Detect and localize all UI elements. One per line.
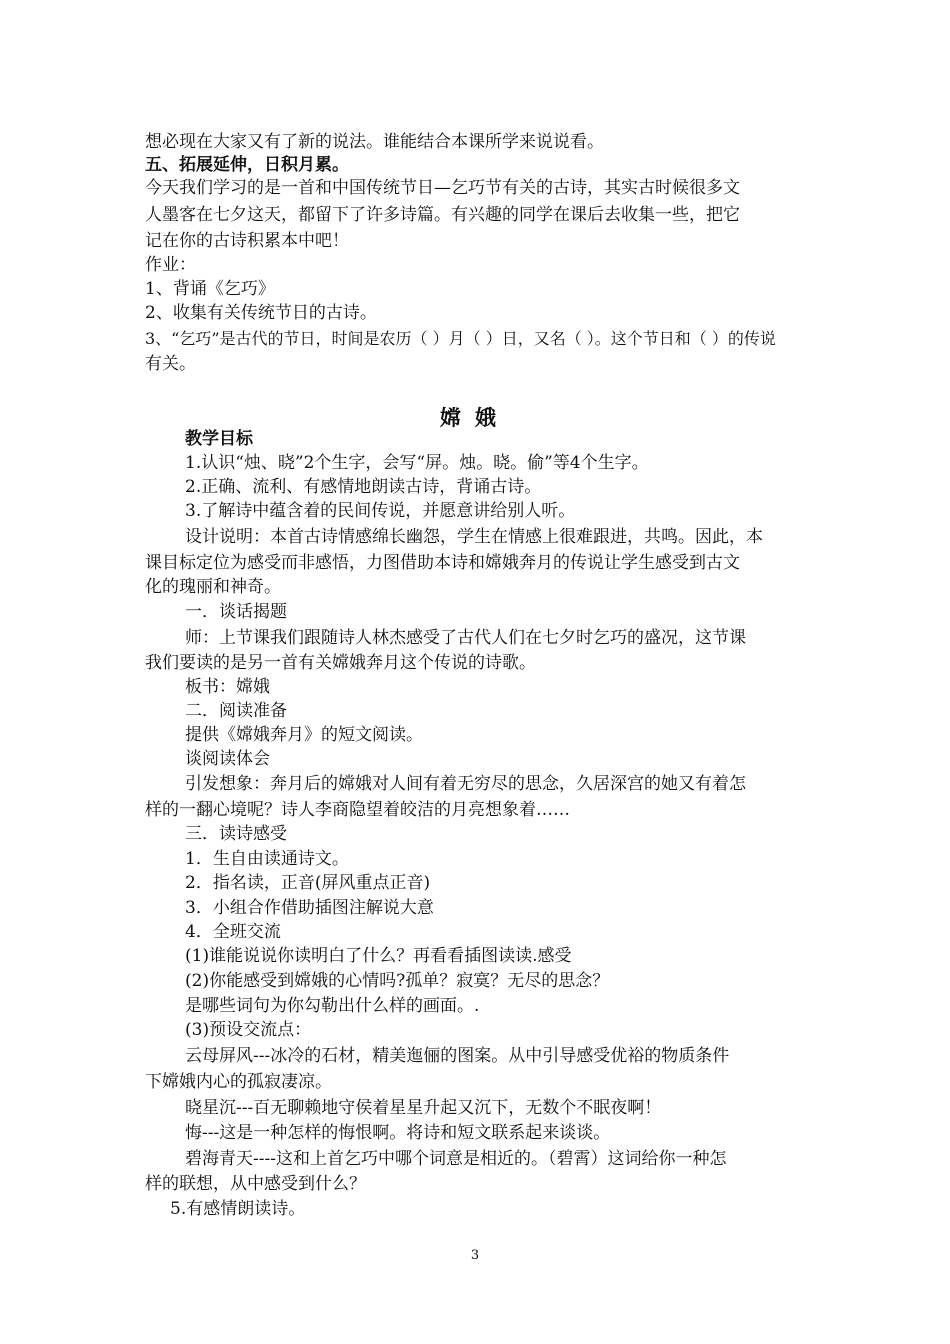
paragraph-line: 记在你的古诗积累本中吧！: [145, 231, 349, 251]
teacher-line: 师：上节课我们跟随诗人林杰感受了古代人们在七夕时乞巧的盛况，这节课: [185, 628, 746, 648]
discussion-line: 云母屏风---冰冷的石材，精美迤俪的图案。从中引导感受优裕的物质条件: [185, 1046, 730, 1066]
talk-line: 谈阅读体会: [185, 749, 270, 769]
question-item: (2)你能感受到嫦娥的心情吗?孤单？寂寞？无尽的思念？: [185, 971, 610, 991]
design-note-line: 设计说明：本首古诗情感绵长幽怨，学生在情感上很难跟进，共鸣。因此，本: [185, 527, 763, 547]
paragraph-line: 今天我们学习的是一首和中国传统节日—乞巧节有关的古诗，其实古时候很多文: [145, 178, 740, 198]
board-note: 板书：嫦娥: [185, 677, 270, 697]
section-heading: 二．阅读准备: [185, 701, 287, 721]
continuation-text: 想必现在大家又有了新的说法。谁能结合本课所学来说说看。: [145, 132, 604, 152]
teacher-line: 我们要读的是另一首有关嫦娥奔月这个传说的诗歌。: [145, 653, 536, 673]
question-item: 是哪些词句为你勾勒出什么样的画面。.: [185, 996, 480, 1016]
step-item: 1．生自由读通诗文。: [185, 849, 349, 869]
goal-item: 3.了解诗中蕴含着的民间传说，并愿意讲给别人听。: [185, 501, 576, 521]
section-heading-extension: 五、拓展延伸，日积月累。: [145, 155, 349, 175]
paragraph-line: 人墨客在七夕这天，都留下了许多诗篇。有兴趣的同学在课后去收集一些，把它: [145, 205, 740, 225]
question-item: (1)谁能说说你读明白了什么？再看看插图读读.感受: [185, 946, 572, 966]
step-item: 3．小组合作借助插图注解说大意: [185, 898, 434, 918]
question-item: (3)预设交流点：: [185, 1020, 312, 1040]
discussion-line: 碧海青天----这和上首乞巧中哪个词意是相近的。（碧霄）这词给你一种怎: [185, 1149, 727, 1169]
design-note-line: 化的瑰丽和神奇。: [145, 577, 281, 597]
section-heading: 一．谈话揭题: [185, 602, 287, 622]
imagine-line: 样的一翻心境呢？诗人李商隐望着皎洁的月亮想象着……: [145, 800, 570, 820]
homework-label: 作业：: [145, 255, 196, 275]
section-heading: 三．读诗感受: [185, 824, 287, 844]
goals-heading: 教学目标: [185, 429, 253, 449]
discussion-line: 晓星沉---百无聊赖地守侯着星星升起又沉下，无数个不眠夜啊！: [185, 1098, 662, 1118]
lesson-title: 嫦娥: [440, 406, 510, 430]
imagine-line: 引发想象：奔月后的嫦娥对人间有着无穷尽的思念，久居深宫的她又有着怎: [185, 774, 746, 794]
step-item: 4．全班交流: [185, 922, 281, 942]
homework-item: 1、背诵《乞巧》: [145, 279, 275, 299]
page-number: 3: [470, 1248, 480, 1263]
discussion-line: 下嫦娥内心的孤寂凄凉。: [145, 1072, 332, 1092]
homework-item: 有关。: [145, 354, 196, 374]
goal-item: 1.认识“烛、晓”2个生字，会写“屏。烛。晓。偷”等4个生字。: [185, 453, 649, 473]
step-item: 2．指名读，正音(屏风重点正音): [185, 873, 431, 893]
homework-item: 2、收集有关传统节日的古诗。: [145, 303, 377, 323]
goal-item: 2.正确、流利、有感情地朗读古诗，背诵古诗。: [185, 477, 542, 497]
discussion-line: 样的联想，从中感受到什么？: [145, 1174, 366, 1194]
reading-line: 提供《嫦娥奔月》的短文阅读。: [185, 725, 423, 745]
homework-item: 3、“乞巧”是古代的节日，时间是农历（ ）月（ ）日，又名（ ）。这个节日和（ ）的传说: [145, 329, 776, 348]
discussion-line: 悔---这是一种怎样的悔恨啊。将诗和短文联系起来谈谈。: [185, 1123, 611, 1143]
design-note-line: 课目标定位为感受而非感悟，力图借助本诗和嫦娥奔月的传说让学生感受到古文: [145, 553, 740, 573]
step-item: 5.有感情朗读诗。: [170, 1199, 306, 1219]
